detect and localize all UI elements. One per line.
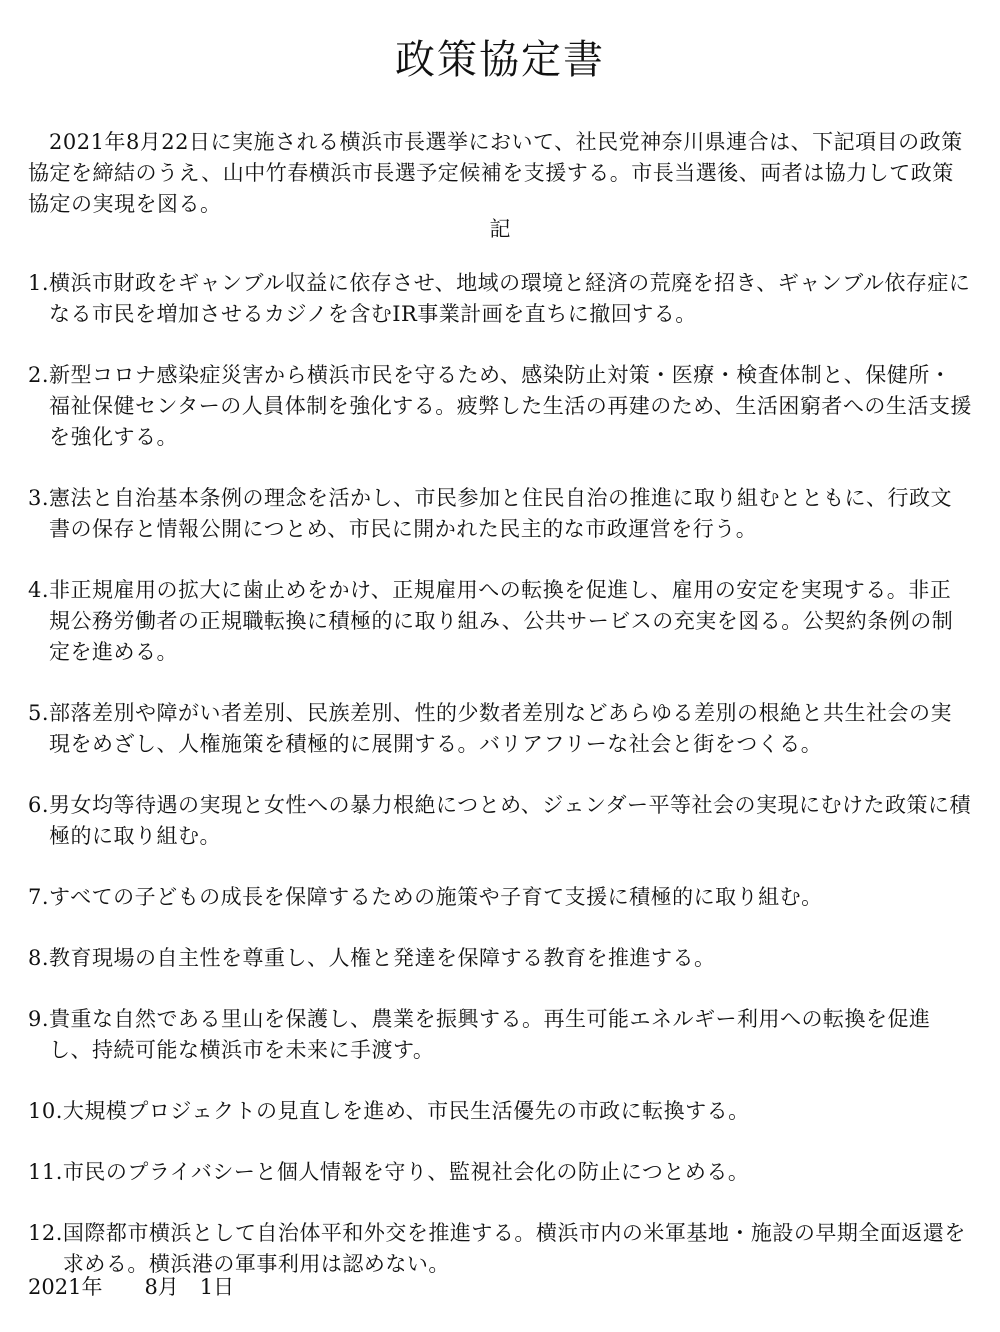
policy-item-3 [28, 483, 972, 545]
policy-item-6 [28, 790, 972, 852]
policy-item-text: すべての子どもの成長を保障するための施策や子育て支援に積極的に取り組む。 [49, 885, 823, 909]
policy-item-7 [28, 882, 972, 913]
policy-item-text: 非正規雇用の拡大に歯止めをかけ、正規雇用への転換を促進し、雇用の安定を実現する。非正規公務労働者の正規職転換に積極的に取り組み、公共サービスの充実を図る。公契約条例の制定を進める。 [49, 578, 954, 664]
policy-item-number: 4. [28, 578, 50, 602]
policy-item-text: 国際都市横浜として自治体平和外交を推進する。横浜市内の米軍基地・施設の早期全面返還を求める。横浜港の軍事利用は認めない。 [62, 1221, 966, 1276]
policy-item-8 [28, 943, 972, 974]
policy-item-number: 11. [28, 1160, 63, 1184]
policy-item-text: 市民のプライバシーと個人情報を守り、監視社会化の防止につとめる。 [62, 1160, 750, 1184]
policy-item-10 [28, 1096, 972, 1127]
policy-item-text: 憲法と自治基本条例の理念を活かし、市民参加と住民自治の推進に取り組むとともに、行政文書の保存と情報公開につとめ、市民に開かれた民主的な市政運営を行う。 [49, 486, 953, 541]
policy-item-text: 部落差別や障がい者差別、民族差別、性的少数者差別などあらゆる差別の根絶と共生社会の実現をめざし、人権施策を積極的に展開する。バリアフリーな社会と街をつくる。 [49, 701, 953, 756]
policy-item-number: 6. [28, 793, 50, 817]
policy-item-text: 新型コロナ感染症災害から横浜市民を守るため、感染防止対策・医療・検査体制と、保健所・福祉保健センターの人員体制を強化する。疲弊した生活の再建のため、生活困窮者への生活支援を強化する。 [49, 363, 972, 449]
policy-item-12 [28, 1218, 972, 1280]
policy-item-number: 1. [28, 271, 50, 295]
policy-list [28, 268, 972, 1310]
policy-item-number: 10. [28, 1099, 63, 1123]
policy-item-text: 教育現場の自主性を尊重し、人権と発達を保障する教育を推進する。 [49, 946, 716, 970]
policy-item-11 [28, 1157, 972, 1188]
policy-item-number: 7. [28, 885, 50, 909]
policy-item-number: 5. [28, 701, 50, 725]
policy-item-text: 貴重な自然である里山を保護し、農業を振興する。再生可能エネルギー利用への転換を促進し、持続可能な横浜市を未来に手渡す。 [49, 1007, 931, 1062]
policy-item-text: 男女均等待遇の実現と女性への暴力根絶につとめ、ジェンダー平等社会の実現にむけた政策に積極的に取り組む。 [49, 793, 972, 848]
policy-item-4 [28, 575, 972, 668]
policy-item-text: 大規模プロジェクトの見直しを進め、市民生活優先の市政に転換する。 [62, 1099, 750, 1123]
policy-item-number: 2. [28, 363, 50, 387]
intro-paragraph: 2021年8月22日に実施される横浜市長選挙において、社民党神奈川県連合は、下記項目の政策協定を締結のうえ、山中竹春横浜市長選予定候補を支援する。市長当選後、両者は協力して政策協定の実現を図る。 [28, 130, 963, 216]
policy-item-number: 3. [28, 486, 50, 510]
policy-item-2 [28, 360, 972, 453]
policy-item-1 [28, 268, 972, 330]
document-date: 2021年 8月 1日 [28, 1275, 235, 1299]
policy-item-number: 12. [28, 1221, 63, 1245]
policy-item-text: 横浜市財政をギャンブル収益に依存させ、地域の環境と経済の荒廃を招き、ギャンブル依存症になる市民を増加させるカジノを含むIR事業計画を直ちに撤回する。 [49, 271, 971, 326]
document-title: 政策協定書 [395, 37, 605, 83]
policy-item-number: 9. [28, 1007, 50, 1031]
policy-item-5 [28, 698, 972, 760]
policy-item-9 [28, 1004, 972, 1066]
ki-heading: 記 [489, 217, 511, 241]
policy-item-number: 8. [28, 946, 50, 970]
